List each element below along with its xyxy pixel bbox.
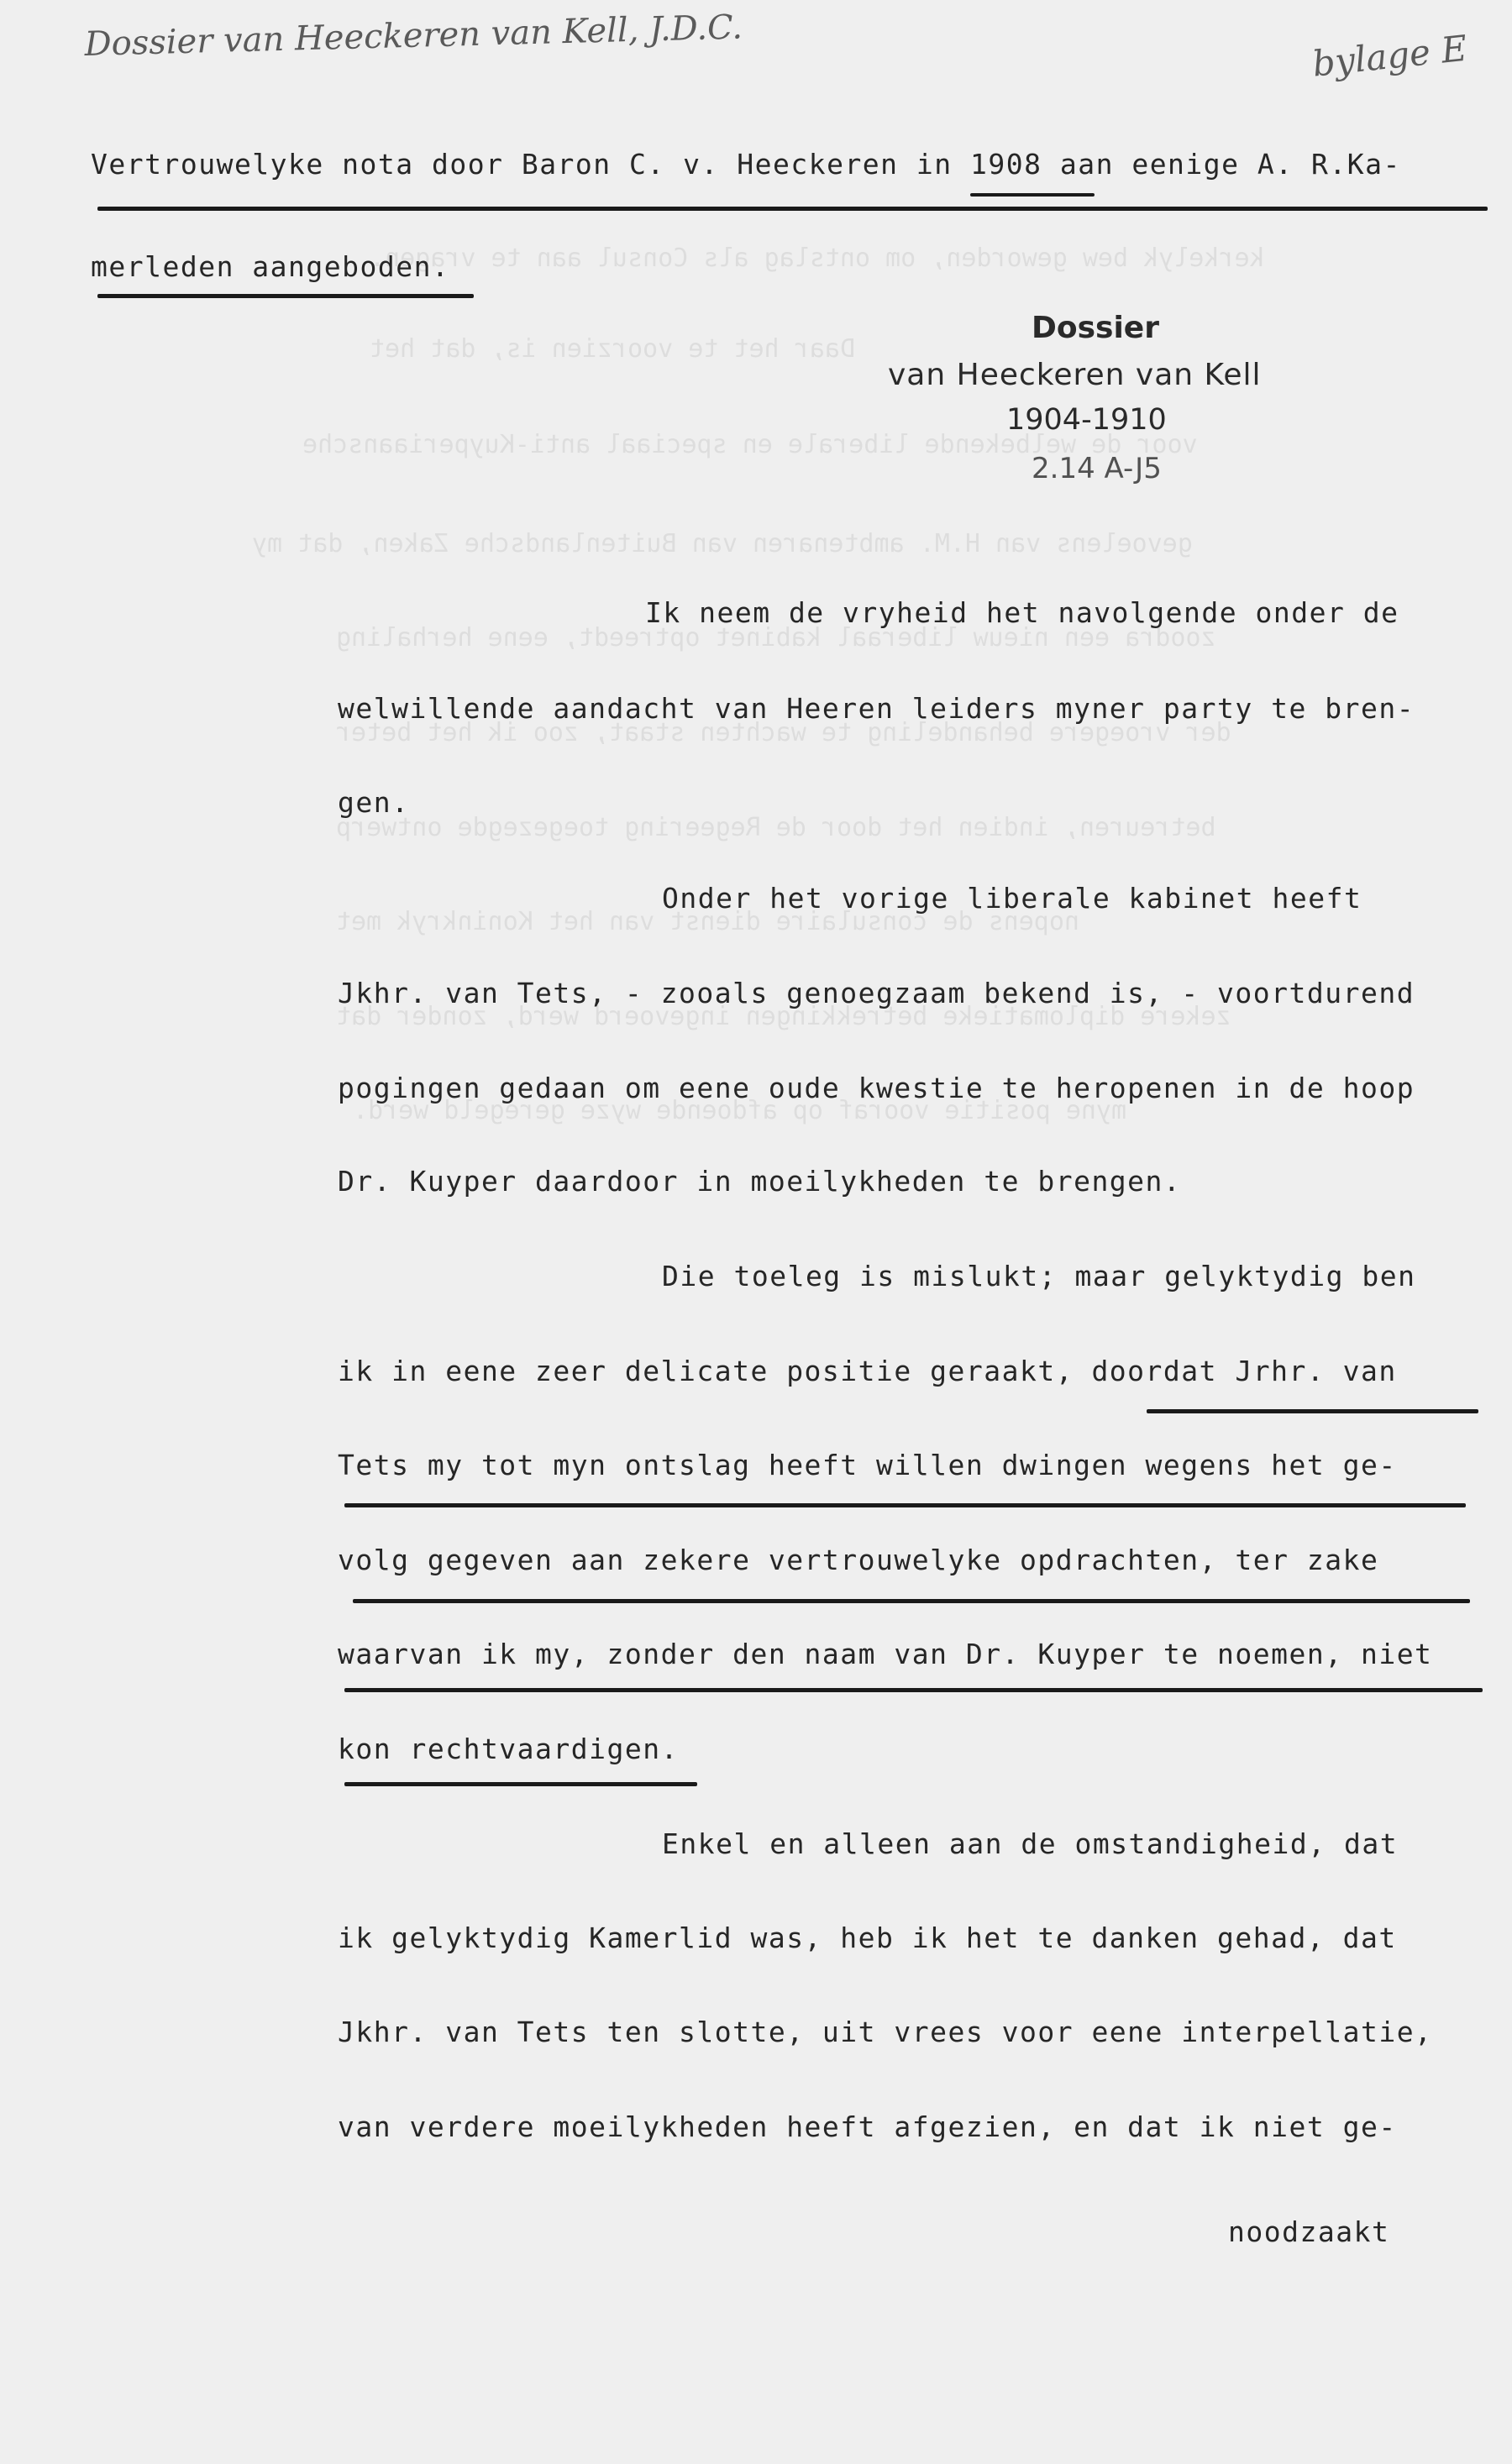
body-line: ik in eene zeer delicate positie geraakt, doordat Jrhr. van — [338, 1355, 1397, 1387]
body-line: Enkel en alleen aan de omstandigheid, dat — [662, 1827, 1399, 1860]
body-line: Die toeleg is mislukt; maar gelyktydig ben — [662, 1260, 1416, 1292]
handwritten-annex-label: bylage E — [1310, 27, 1469, 85]
body-line: Dr. Kuyper daardoor in moeilykheden te brengen. — [338, 1165, 1182, 1198]
body-line: Tets my tot myn ontslag heeft willen dwingen wegens het ge- — [338, 1449, 1397, 1481]
body-line: gen. — [338, 786, 410, 819]
catchword: noodzaakt — [1228, 2215, 1390, 2248]
stamp-code: 2.14 A-J5 — [1032, 452, 1162, 485]
body-line: Onder het vorige liberale kabinet heeft — [662, 882, 1362, 915]
title-line-2: merleden aangeboden. — [91, 250, 450, 283]
pencil-underline — [344, 1688, 1483, 1692]
body-line: Jkhr. van Tets ten slotte, uit vrees voor eene interpellatie, — [338, 2016, 1433, 2048]
handwritten-folder-note: Dossier van Heeckeren van Kell, J.D.C. — [84, 8, 743, 64]
body-line: pogingen gedaan om eene oude kwestie te heropenen in de hoop — [338, 1072, 1415, 1104]
stamp-years: 1904-1910 — [1006, 403, 1167, 437]
body-line: ik gelyktydig Kamerlid was, heb ik het te danken gehad, dat — [338, 1921, 1397, 1954]
stamp-heading: Dossier — [1032, 311, 1159, 345]
body-line: waarvan ik my, zonder den naam van Dr. Kuyper te noemen, niet — [338, 1638, 1433, 1670]
body-line: volg gegeven aan zekere vertrouwelyke opdrachten, ter zake — [338, 1544, 1379, 1576]
pencil-underline — [344, 1503, 1466, 1507]
year-underline — [970, 193, 1095, 197]
body-line: Jkhr. van Tets, - zooals genoegzaam bekend is, - voortdurend — [338, 977, 1415, 1009]
stamp-name: van Heeckeren van Kell — [888, 358, 1262, 392]
title-line-1: Vertrouwelyke nota door Baron C. v. Heeckeren in 1908 aan eenige A. R.Ka- — [91, 148, 1401, 181]
body-line: kon rechtvaardigen. — [338, 1733, 679, 1765]
pencil-underline — [344, 1782, 697, 1786]
pencil-underline — [353, 1599, 1470, 1603]
body-line: Ik neem de vryheid het navolgende onder de — [645, 596, 1399, 629]
bleed-through-texture: kerkelyk bew geworden, om ontslag als Consul aan te vragen. Daar het te voorzien is, dat het voor de welbekende liberale en speciaal anti-Kuyperiaansche gevoelens van H.M. ambtenaren van Buitenlandsche Zaken, dat my zoodra een nieuw liberaal kabinet optreedt, eene herhaling der vroegere behandeling te wachten staat, zoo ik het beter betreuren, indien het door de Regeering toegezegde ontwerp nopens de consulaire dienst van het Koninkryk met zekere diplomatieke betrekkingen ingevoerd werd, zonder dat myne positie vooraf op afdoende wyze geregeld werd. — [252, 244, 1265, 1125]
pencil-underline — [1147, 1409, 1478, 1413]
title-underline-1 — [97, 207, 1488, 211]
body-line: welwillende aandacht van Heeren leiders myner party te bren- — [338, 692, 1415, 725]
title-underline-2 — [97, 294, 474, 298]
body-line: van verdere moeilykheden heeft afgezien, en dat ik niet ge- — [338, 2110, 1397, 2143]
